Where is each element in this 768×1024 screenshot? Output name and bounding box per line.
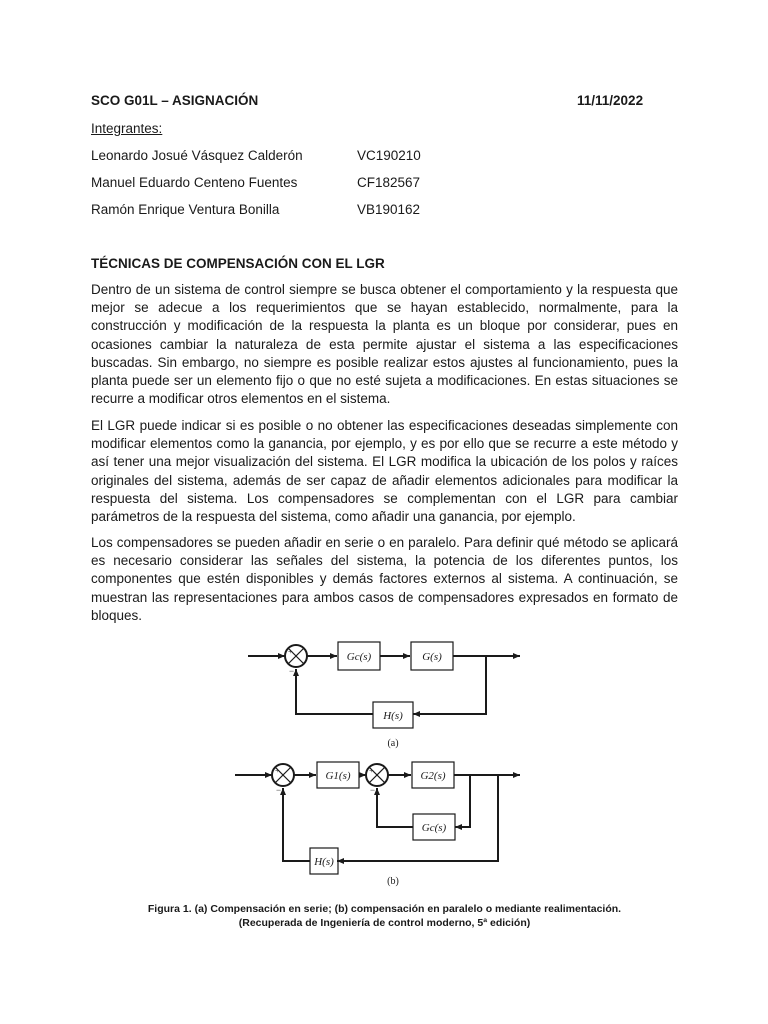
caption-source: (Recuperada de Ingeniería de control moderno, 5ª edición) — [238, 917, 531, 929]
block-label: H(s) — [383, 710, 403, 722]
member-row — [91, 202, 421, 217]
minor-feedback-line — [455, 775, 470, 827]
assignment-title: SCO G01L – ASIGNACIÓN — [91, 93, 259, 108]
member-name: Ramón Enrique Ventura Bonilla — [91, 202, 280, 217]
paragraph: El LGR puede indicar si es posible o no obtener las especificaciones deseadas simplemente con modificar elementos como la ganancia, por ejemplo, y es por ello que se recurre a este método y así tener una mejor visualización del sistema. El LGR modifica la ubicación de los polos y raíces originales del sistema, además de ser capaz de añadir elementos adicionales para modificar la respuesta del sistema. Los compensadores se complementan con el LGR para cambiar parámetros de la respuesta del sistema, como añadir una ganancia, por ejemplo. — [91, 418, 678, 525]
sign-plus: + — [275, 766, 280, 775]
sign-minus: − — [276, 785, 282, 795]
block-label: Gc(s) — [346, 651, 372, 663]
caption-line: Figura 1. (a) Compensación en serie; (b) compensación en paralelo o mediante realimentación. — [147, 903, 622, 915]
figure-caption — [91, 902, 678, 930]
paragraph: Dentro de un sistema de control siempre se busca obtener el comportamiento y la respuesta que mejor se adecue a los requerimientos que se hayan establecido, normalmente, para la construcción y modificación de la respuesta la planta es un bloque por considerar, pues en ocasiones cambiar la naturaleza de esta permite ajustar el sistema a las especificaciones buscadas. Sin embargo, no siempre es posible realizar estos ajustes al funcionamiento, pues la planta puede ser un elemento fijo o que no esté sujeta a modificaciones. En estas situaciones se recurre a modificar otros elementos en el sistema. — [91, 282, 678, 407]
assignment-date: 11/11/2022 — [577, 93, 644, 108]
members-label: Integrantes: — [91, 121, 163, 136]
sign-plus: + — [288, 647, 293, 656]
diagram-sublabel: (b) — [387, 876, 399, 887]
member-code: CF182567 — [357, 175, 421, 190]
member-row — [91, 148, 421, 163]
block-label: G(s) — [422, 651, 442, 663]
diagram-sublabel: (a) — [387, 738, 399, 749]
member-row — [91, 175, 421, 190]
diagram-feedback-compensation — [230, 760, 530, 890]
block-label: G2(s) — [420, 770, 446, 782]
member-name: Manuel Eduardo Centeno Fuentes — [91, 175, 298, 190]
section-title: TÉCNICAS DE COMPENSACIÓN CON EL LGR — [91, 256, 385, 271]
block-label: H(s) — [314, 856, 334, 868]
paragraph: Los compensadores se pueden añadir en serie o en paralelo. Para definir qué método se aplicará es necesario considerar las señales del sistema, la potencia de los diferentes puntos, los componentes que estén disponibles y demás factores externos al sistema. A continuación, se muestran las representaciones para ambos casos de compensadores expresados en formato de bloques. — [91, 535, 678, 623]
block-label: Gc(s) — [421, 822, 447, 834]
feedback-line — [413, 656, 486, 714]
member-code: VC190210 — [357, 148, 421, 163]
feedback-line — [283, 788, 310, 861]
minor-feedback-line — [377, 788, 413, 827]
sign-plus: + — [369, 766, 374, 775]
diagram-series-compensation — [230, 632, 530, 752]
feedback-line — [296, 669, 373, 714]
sign-minus: − — [289, 666, 295, 676]
member-name: Leonardo Josué Vásquez Calderón — [91, 148, 303, 163]
block-label: G1(s) — [325, 770, 351, 782]
sign-minus: − — [370, 785, 376, 795]
member-code: VB190162 — [357, 202, 421, 217]
